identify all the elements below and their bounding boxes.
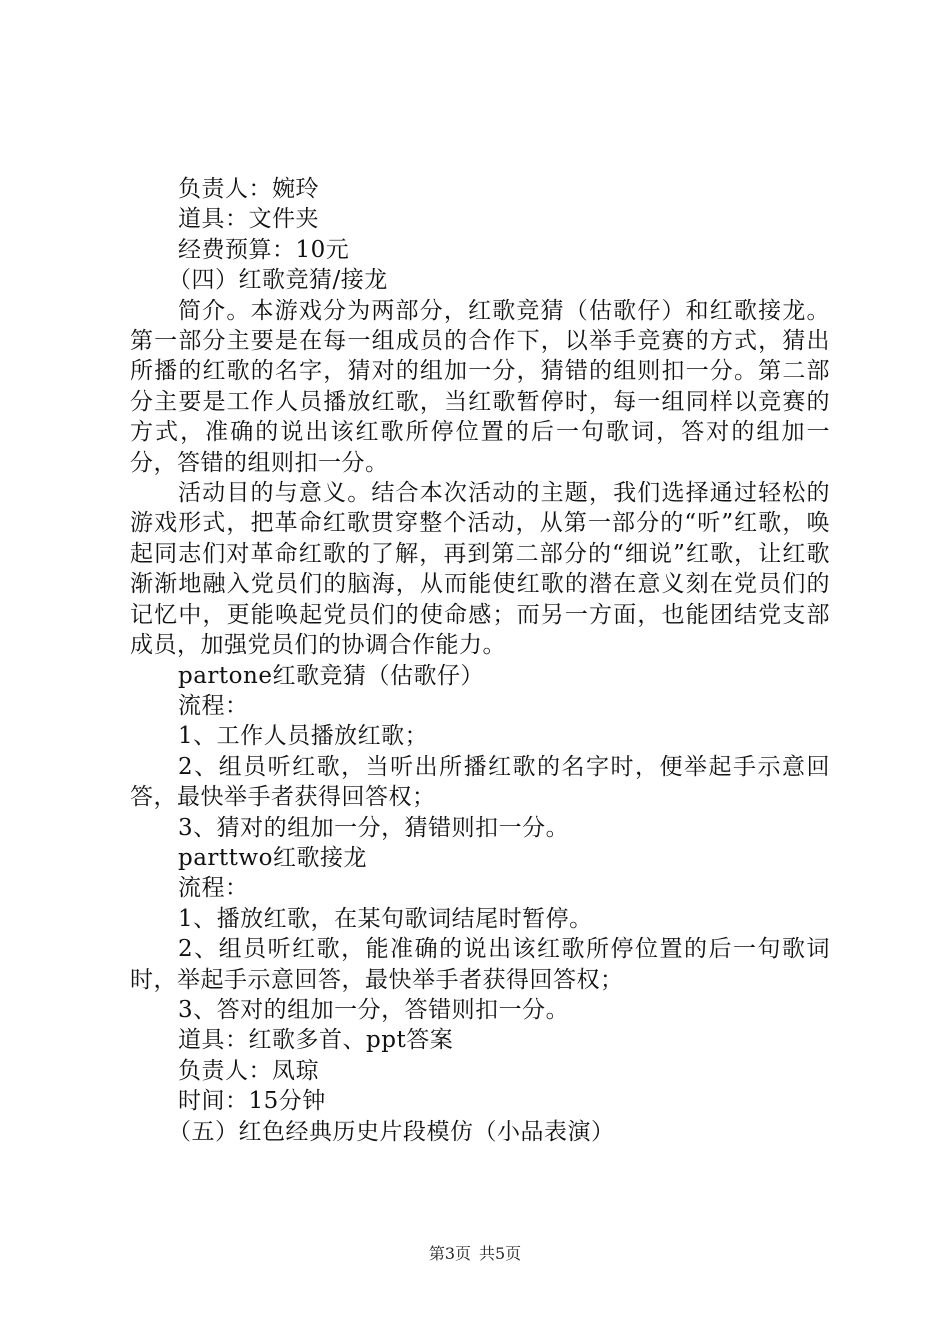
part-one-step-2: 2、组员听红歌，当听出所播红歌的名字时，便举起手示意回答，最快举手者获得回答权； — [130, 753, 830, 811]
part-one-title: partone红歌竞猜（估歌仔） — [178, 662, 484, 689]
document-body — [130, 174, 830, 1147]
paragraph-purpose: 活动目的与意义。结合本次活动的主题，我们选择通过轻松的游戏形式，把革命红歌贯穿整个活动，从第一部分的“听”红歌，唤起同志们对革命红歌的了解，再到第二部分的“细说”红歌，让红歌渐渐地融入党员们的脑海，从而能使红歌的潜在意义刻在党员们的记忆中，更能唤起党员们的使命感；而另一方面，也能团结党支部成员，加强党员们的协调合作能力。 — [130, 480, 830, 659]
page-footer — [0, 1244, 950, 1264]
paragraph-person-in-charge: 负责人：婉玲 — [178, 176, 319, 202]
process-label-2: 流程： — [178, 875, 249, 902]
paragraph-props-2: 道具：红歌多首、ppt答案 — [178, 1027, 454, 1054]
process-label-1: 流程： — [178, 692, 249, 719]
paragraph-person-in-charge-2: 负责人：凤琼 — [178, 1057, 319, 1084]
section-heading-4: （四）红歌竞猜/接龙 — [168, 267, 388, 294]
paragraph-time: 时间：15分钟 — [178, 1088, 326, 1115]
section-heading-5: （五）红色经典历史片段模仿（小品表演） — [168, 1118, 615, 1145]
part-two-step-3: 3、答对的组加一分，答错则扣一分。 — [178, 996, 570, 1023]
paragraph-props: 道具：文件夹 — [178, 206, 319, 233]
page-total: 共5页 — [479, 1244, 522, 1263]
part-two-title: parttwo红歌接龙 — [178, 844, 367, 871]
part-two-step-1: 1、播放红歌，在某句歌词结尾时暂停。 — [178, 905, 593, 932]
paragraph-intro: 简介。本游戏分为两部分，红歌竞猜（估歌仔）和红歌接龙。第一部分主要是在每一组成员的合作下，以举手竞赛的方式，猜出所播的红歌的名字，猜对的组加一分，猜错的组则扣一分。第二部分主要是工作人员播放红歌，当红歌暂停时，每一组同样以竞赛的方式，准确的说出该红歌所停位置的后一句歌词，答对的组加一分，答错的组则扣一分。 — [130, 297, 830, 476]
part-one-step-3: 3、猜对的组加一分，猜错则扣一分。 — [178, 814, 570, 841]
part-one-step-1: 1、工作人员播放红歌； — [178, 723, 429, 750]
paragraph-budget: 经费预算：10元 — [178, 236, 350, 263]
part-two-step-2: 2、组员听红歌，能准确的说出该红歌所停位置的后一句歌词时，举起手示意回答，最快举手者获得回答权； — [130, 936, 830, 993]
page-number: 第3页 — [428, 1244, 471, 1263]
